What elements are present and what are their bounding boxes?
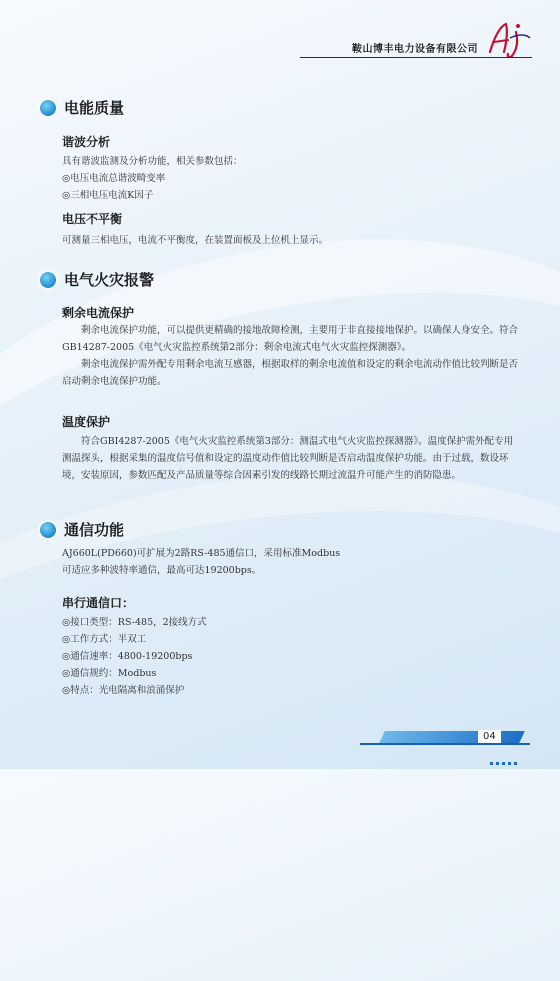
temperature-text (62, 433, 518, 484)
text-line: ◎三相电压电流K因子 (62, 190, 154, 201)
list-item: ◎工作方式：半双工 (62, 634, 147, 645)
section-title: 电气火灾报警 (64, 271, 155, 289)
subheading-unbalance: 电压不平衡 (62, 212, 123, 226)
text-line: AJ660L(PD660)可扩展为2路RS-485通信口，采用标准Modbus (62, 548, 341, 559)
paragraph: 剩余电流保护需外配专用剩余电流互感器，根据取样的剩余电流值和设定的剩余电流动作值比较判断是否启动剩余电流保护功能。 (62, 359, 519, 387)
subheading-harmonic: 谐波分析 (62, 135, 111, 149)
page-header (0, 0, 560, 68)
section-bullet-icon (40, 272, 56, 288)
text-line: 具有谐波监测及分析功能，相关参数包括： (62, 156, 243, 167)
residual-current-text (62, 322, 518, 390)
section-heading-fire-alarm (40, 269, 154, 290)
company-logo-icon (484, 18, 532, 58)
company-name: 鞍山博丰电力设备有限公司 (352, 44, 478, 55)
paragraph: 符合GBI4287-2005《电气火灾监控系统第3部分：测温式电气火灾监控探测器》。温度保护需外配专用测温探头，根据采集的温度信号值和设定的温度动作值比较判断是否启动温度保护功能。由于过载，数设环境，安装原因，参数匹配及产品质量等综合因素引发的线路长期过流温升可能产生的消防隐患。 (62, 436, 514, 481)
section-title: 通信功能 (64, 521, 125, 539)
list-item: ◎特点：光电隔离和浪涌保护 (62, 685, 185, 696)
page-number: 04 (478, 730, 501, 743)
section-title: 电能质量 (64, 99, 125, 117)
header-divider (300, 57, 532, 58)
subheading-residual-current: 剩余电流保护 (62, 306, 135, 320)
subheading-serial-port: 串行通信口： (62, 596, 135, 610)
communication-intro (62, 545, 518, 579)
section-bullet-icon (40, 100, 56, 116)
text-line: ◎电压电流总谐波畸变率 (62, 173, 166, 184)
section-heading-power-quality (40, 97, 124, 118)
subheading-temperature: 温度保护 (62, 415, 111, 429)
text-line: 可适应多种波特率通信，最高可达19200bps。 (62, 565, 262, 576)
section-heading-communication (40, 519, 124, 540)
list-item: ◎通信速率：4800-19200bps (62, 651, 193, 662)
footer-divider (360, 743, 530, 745)
list-item: ◎通信规约：Modbus (62, 668, 157, 679)
text-line: 可测量三相电压，电流不平衡度，在装置面板及上位机上显示。 (62, 235, 329, 246)
serial-port-list (62, 614, 518, 699)
paragraph: 剩余电流保护功能，可以提供更精确的接地故障检测，主要用于非直接接地保护。以确保人身安全。符合GB14287-2005《电气火灾监控系统第2部分：剩余电流式电气火灾监控探测器》。 (62, 325, 519, 353)
unbalance-text (62, 232, 518, 249)
list-item: ◎接口类型：RS-485，2接线方式 (62, 617, 207, 628)
footer-dots (487, 750, 517, 769)
section-bullet-icon (40, 522, 56, 538)
harmonic-text (62, 153, 518, 204)
footer-accent-bar (379, 731, 525, 743)
